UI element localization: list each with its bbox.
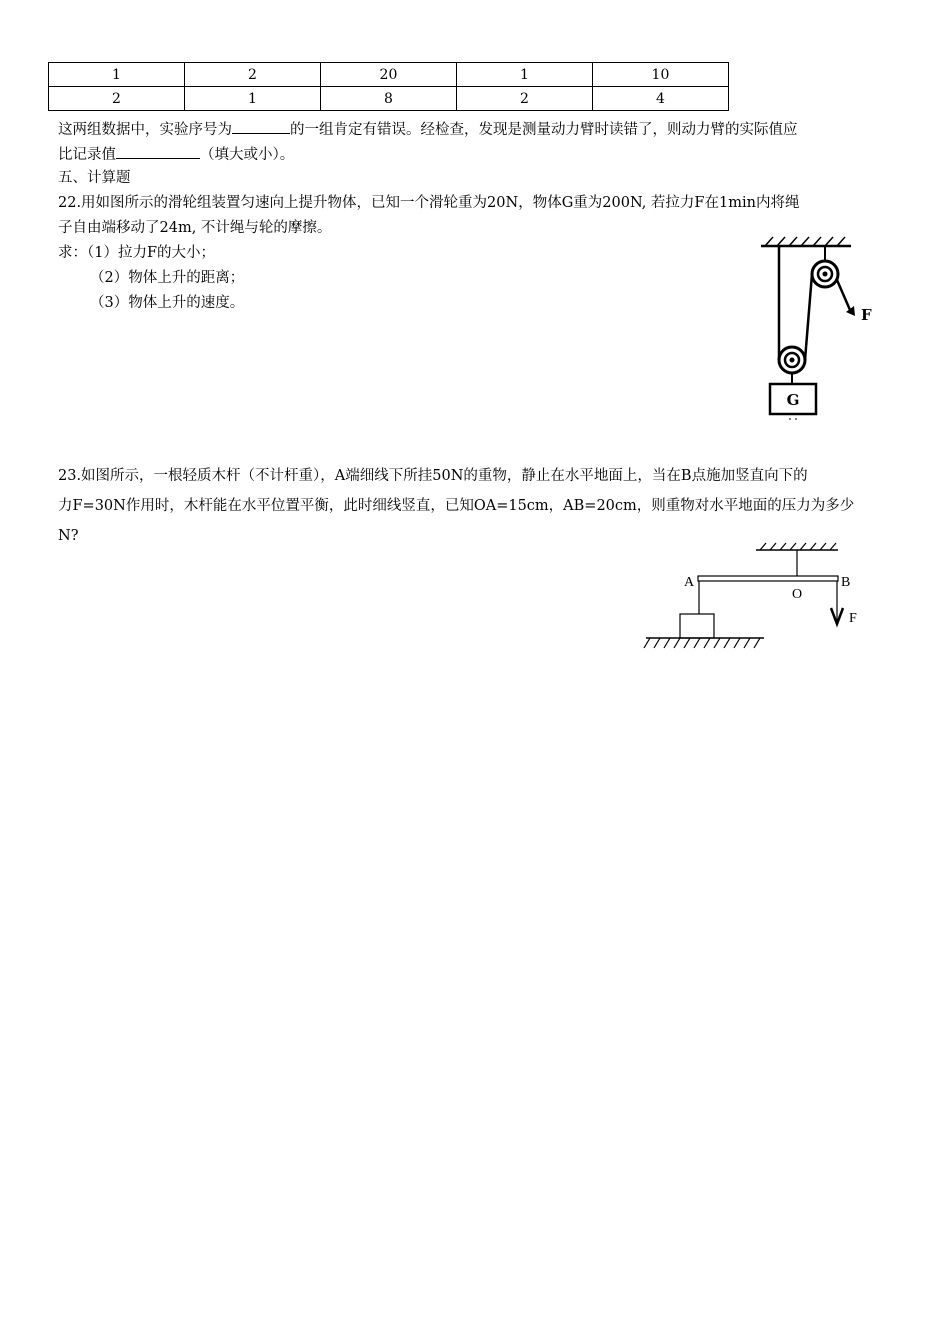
label-f: F	[849, 611, 857, 626]
q22-ask1: 求：（1）拉力F的大小；	[58, 245, 216, 261]
q21-line1	[58, 118, 798, 140]
q21-text-c: 比记录值	[58, 147, 116, 163]
table-cell: 1	[184, 87, 320, 111]
answer-blank-1[interactable]	[232, 118, 290, 134]
weight-box	[680, 614, 714, 638]
table-cell: 10	[592, 63, 728, 87]
movable-pulley-axle	[790, 358, 795, 363]
q23-line1: 23.如图所示，一根轻质木杆（不计杆重），A端细线下所挂50N的重物，静止在水平地面上，当在B点施加竖直向下的	[58, 468, 808, 484]
table-row	[49, 87, 729, 111]
q23-line3: N?	[58, 528, 79, 544]
fixed-pulley-axle	[823, 272, 828, 277]
ceiling-hatch	[765, 237, 845, 246]
table-cell: 2	[456, 87, 592, 111]
rope-free-end	[837, 280, 850, 310]
answer-blank-2[interactable]	[116, 143, 200, 159]
lever-bar	[698, 576, 838, 581]
data-table	[48, 62, 729, 111]
q21-text-b: 的一组肯定有错误。经检查，发现是测量动力臂时读错了，则动力臂的实际值应	[290, 122, 798, 138]
label-a: A	[684, 575, 695, 590]
q21-text-a: 这两组数据中，实验序号为	[58, 122, 232, 138]
ground-hatch	[644, 638, 760, 648]
q21-line2	[58, 143, 294, 165]
q22-ask3: （3）物体上升的速度。	[90, 295, 245, 311]
rope-middle	[805, 274, 812, 360]
force-arrow-head	[846, 306, 855, 316]
ceiling-hatch	[760, 543, 836, 550]
table-cell: 2	[49, 87, 185, 111]
q23-line2: 力F=30N作用时，木杆能在水平位置平衡，此时细线竖直，已知OA=15cm，AB=20cm，则重物对水平地面的压力为多少	[58, 498, 855, 514]
table-cell: 2	[184, 63, 320, 87]
q21-text-d: （填大或小）。	[200, 147, 295, 163]
q22-ask2: （2）物体上升的距离；	[90, 270, 245, 286]
label-b: B	[841, 575, 851, 590]
table-cell: 20	[320, 63, 456, 87]
q22-line2: 子自由端移动了24m, 不计绳与轮的摩擦。	[58, 220, 332, 236]
pulley-figure	[755, 232, 895, 422]
q22-line1: 22.用如图所示的滑轮组装置匀速向上提升物体，已知一个滑轮重为20N，物体G重为200N, 若拉力F在1min内将绳	[58, 195, 800, 211]
label-o: O	[792, 587, 803, 602]
table-cell: 4	[592, 87, 728, 111]
table-cell: 1	[49, 63, 185, 87]
weight-label: G	[786, 391, 800, 409]
table-cell: 8	[320, 87, 456, 111]
section-title: 五、计算题	[58, 170, 131, 186]
table-cell: 1	[456, 63, 592, 87]
table-row	[49, 63, 729, 87]
force-label: F	[861, 306, 872, 324]
lever-figure	[640, 540, 880, 655]
